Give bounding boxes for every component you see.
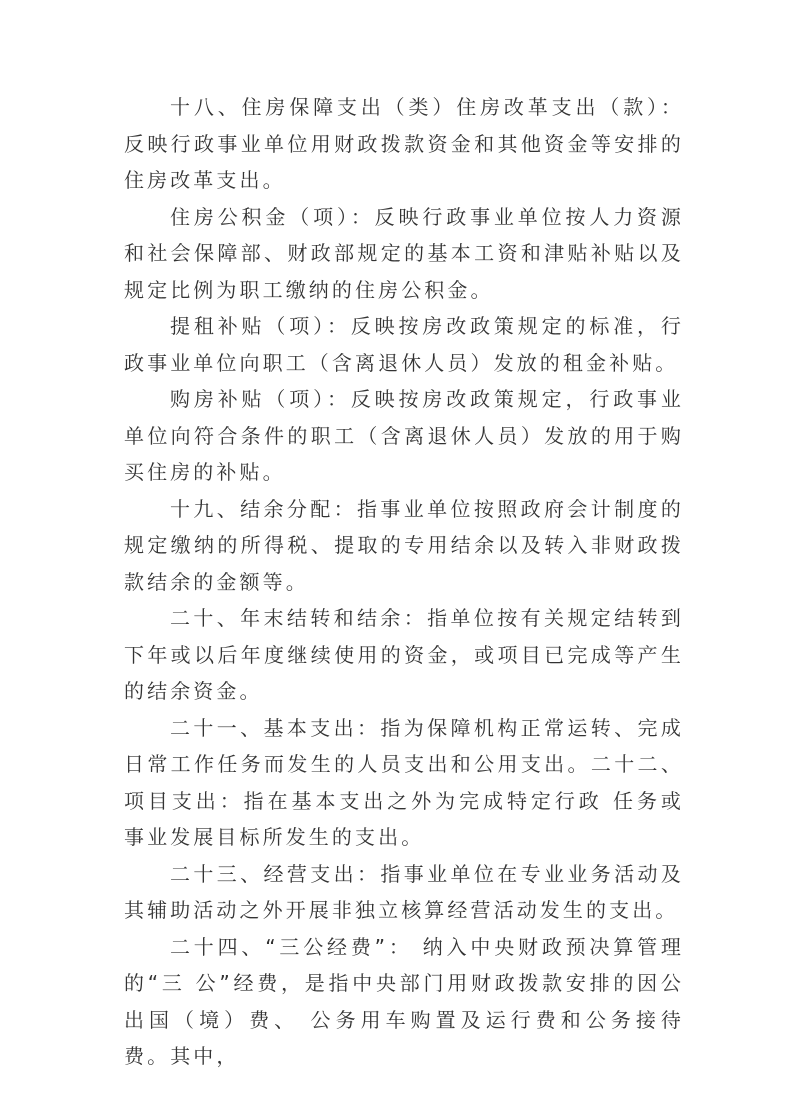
paragraph-surplus-distribution: 十九、结余分配：指事业单位按照政府会计制度的规定缴纳的所得税、提取的专用结余以及转入非财政拨款结余的金额等。 xyxy=(124,496,684,594)
paragraph-rent-subsidy: 提租补贴（项）：反映按房改政策规定的标准，行政事业单位向职工（含离退休人员）发放的租金补贴。 xyxy=(124,314,684,375)
paragraph-housing-purchase-subsidy: 购房补贴（项）：反映按房改政策规定，行政事业单位向符合条件的职工（含离退休人员）发放的用于购买住房的补贴。 xyxy=(124,387,684,484)
paragraph-basic-and-project-expenditure: 二十一、基本支出：指为保障机构正常运转、完成日常工作任务而发生的人员支出和公用支出。二十二、项目支出：指在基本支出之外为完成特定行政 任务或事业发展目标所发生的支出。 xyxy=(124,715,684,849)
paragraph-housing-expenditure: 十八、住房保障支出（类）住房改革支出（款）：反映行政事业单位用财政拨款资金和其他资金等安排的住房改革支出。 xyxy=(124,95,684,192)
paragraph-three-public-expenses: 二十四、“三公经费”： 纳入中央财政预决算管理的“三 公”经费，是指中央部门用财政拨款安排的因公出国（境）费、 公务用车购置及运行费和公务接待费。其中， xyxy=(124,934,684,1068)
paragraph-operating-expenditure: 二十三、经营支出：指事业单位在专业业务活动及其辅助活动之外开展非独立核算经营活动发生的支出。 xyxy=(124,861,684,922)
document-body xyxy=(124,89,684,1075)
paragraph-year-end-carryover: 二十、年末结转和结余：指单位按有关规定结转到下年或以后年度继续使用的资金，或项目已完成等产生的结余资金。 xyxy=(124,606,684,703)
paragraph-housing-provident-fund: 住房公积金（项）：反映行政事业单位按人力资源和社会保障部、财政部规定的基本工资和津贴补贴以及规定比例为职工缴纳的住房公积金。 xyxy=(124,204,684,302)
